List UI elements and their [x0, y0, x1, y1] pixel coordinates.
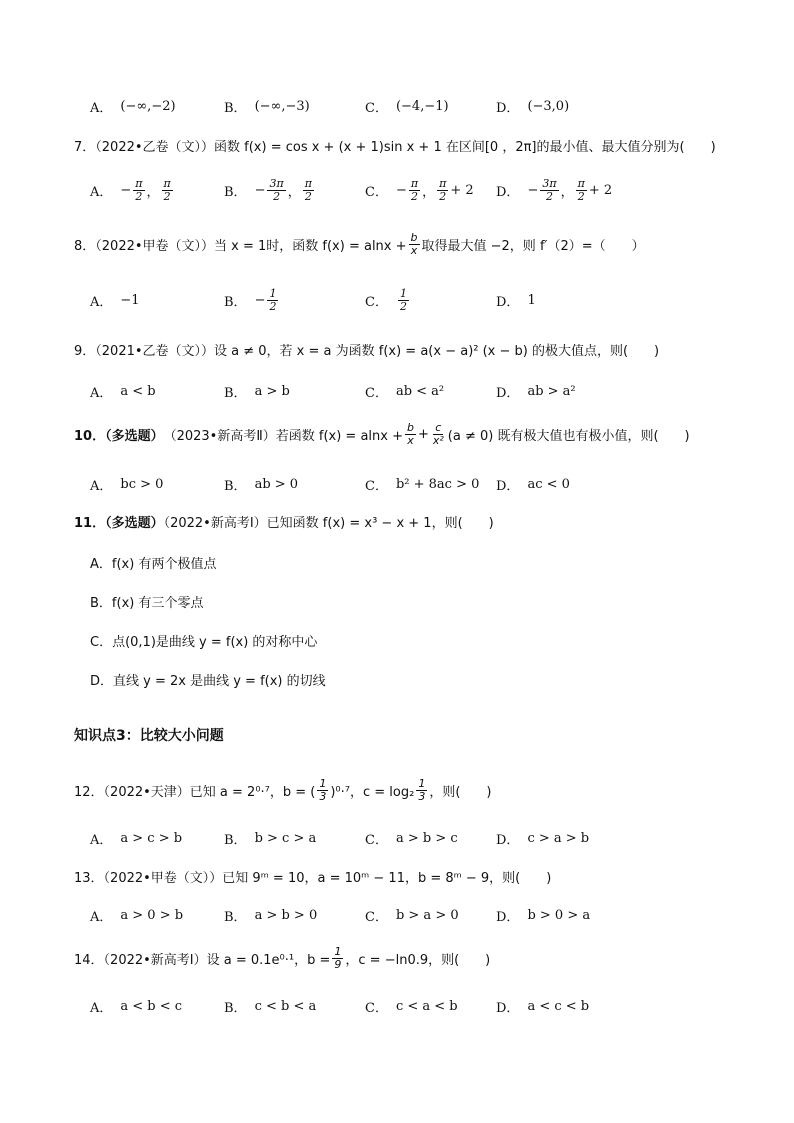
q7-option-c[interactable]: C． − $\frac{\pi}{2}$ ， $\frac{\pi}{2}$ + 2	[365, 176, 474, 203]
q8-stem: 8．（2022•甲卷（文））当 x = 1时，函数 f(x) = alnx + $\frac{b}{x}$ 取得最大值 −2，则 f′（2）=（ ）	[74, 231, 645, 257]
q11-stem: 11．（多选题）（2022•新高考Ⅰ）已知函数 f(x) = x³ − x + 1，则( )	[74, 516, 494, 531]
q10-option-c[interactable]: C． b² + 8ac > 0	[365, 476, 480, 494]
q11-option-b[interactable]: B．f(x) 有三个零点	[90, 596, 204, 611]
fraction: $\frac{3\pi}{2}$	[269, 176, 284, 203]
q7-option-b[interactable]: B． − $\frac{3\pi}{2}$ ， $\frac{\pi}{2}$	[224, 176, 312, 203]
fraction: $\frac{1}{2}$	[399, 286, 407, 313]
q10-options	[90, 469, 754, 499]
q13-stem: 13．（2022•甲卷（文））已知 9ᵐ = 10，a = 10ᵐ − 11，b = 8ᵐ − 9，则( )	[74, 871, 552, 886]
fraction: $\frac{\pi}{2}$	[163, 176, 171, 203]
q14-option-d[interactable]: D． a < c < b	[496, 998, 590, 1016]
q6-options	[90, 91, 754, 121]
fraction: $\frac{\pi}{2}$	[135, 176, 143, 203]
q6-option-a[interactable]: A． (−∞,−2)	[90, 98, 176, 116]
fraction: $\frac{1}{9}$	[334, 945, 342, 971]
fraction: $\frac{b}{x}$	[406, 421, 414, 447]
q12-option-c[interactable]: C． a > b > c	[365, 830, 458, 848]
q9-option-a[interactable]: A． a < b	[90, 383, 156, 401]
fraction: $\frac{c}{\text{x²}}$	[432, 421, 444, 447]
q6-option-b[interactable]: B． (−∞,−3)	[224, 98, 310, 116]
q13-options	[90, 900, 754, 930]
q10-option-a[interactable]: A． bc > 0	[90, 476, 164, 494]
q11-option-d[interactable]: D．直线 y = 2x 是曲线 y = f(x) 的切线	[90, 674, 326, 689]
q8-option-d[interactable]: D． 1	[496, 292, 536, 310]
q8-option-b[interactable]: B． − $\frac{1}{2}$	[224, 286, 277, 313]
fraction: $\frac{b}{x}$	[410, 231, 418, 257]
q7-options	[90, 175, 754, 205]
fraction: $\frac{\pi}{2}$	[439, 176, 447, 203]
fraction: $\frac{\pi}{2}$	[577, 176, 585, 203]
q12-stem: 12．（2022•天津）已知 a = 2⁰·⁷，b = ( $\frac{1}{3}$ )⁰·⁷，c = log₂ $\frac{1}{3}$ ，则( )	[74, 777, 492, 803]
q9-stem: 9．（2021•乙卷（文））设 a ≠ 0，若 x = a 为函数 f(x) = a(x − a)² (x − b) 的极大值点，则( )	[74, 344, 660, 359]
fraction: $\frac{1}{3}$	[319, 777, 327, 803]
q6-option-d[interactable]: D． (−3,0)	[496, 98, 570, 116]
q8-option-c[interactable]: C． $\frac{1}{2}$	[365, 286, 407, 313]
q7-option-a[interactable]: A． − $\frac{\pi}{2}$ ， $\frac{\pi}{2}$	[90, 176, 171, 203]
q10-option-b[interactable]: B． ab > 0	[224, 476, 299, 494]
q9-options	[90, 376, 754, 406]
fraction: $\frac{1}{2}$	[269, 286, 277, 313]
section-heading: 知识点3：比较大小问题	[74, 728, 224, 744]
q11-option-c[interactable]: C．点(0,1)是曲线 y = f(x) 的对称中心	[90, 635, 318, 650]
fraction: $\frac{3\pi}{2}$	[542, 176, 557, 203]
q12-option-d[interactable]: D． c > a > b	[496, 830, 590, 848]
q13-option-d[interactable]: D． b > 0 > a	[496, 907, 591, 925]
q8-option-a[interactable]: A． −1	[90, 292, 140, 310]
q13-option-b[interactable]: B． a > b > 0	[224, 907, 318, 925]
fraction: $\frac{\pi}{2}$	[304, 176, 312, 203]
q14-options	[90, 991, 754, 1021]
q11-option-a[interactable]: A．f(x) 有两个极值点	[90, 557, 217, 572]
fraction: $\frac{1}{3}$	[418, 777, 426, 803]
q9-option-b[interactable]: B． a > b	[224, 383, 290, 401]
q9-option-d[interactable]: D． ab > a²	[496, 383, 576, 401]
q8-options	[90, 285, 754, 315]
q10-option-d[interactable]: D． ac < 0	[496, 476, 570, 494]
q10-stem: 10．（多选题） （2023•新高考Ⅱ）若函数 f(x) = alnx + $\frac{b}{x}$ + $\frac{c}{\text{x²}}$ (a ≠ 0) 既有极大值也有极小值，则( )	[74, 421, 690, 447]
q13-option-a[interactable]: A． a > 0 > b	[90, 907, 184, 925]
fraction: $\frac{\pi}{2}$	[410, 176, 419, 203]
q6-option-c[interactable]: C． (−4,−1)	[365, 98, 449, 116]
q7-stem: 7．（2022•乙卷（文））函数 f(x) = cos x + (x + 1)sin x + 1 在区间[0 ，2π]的最小值、最大值分别为( )	[74, 140, 716, 155]
q12-options	[90, 823, 754, 853]
q14-stem: 14．（2022•新高考Ⅰ）设 a = 0.1e⁰·¹，b = $\frac{1}{9}$ ，c = −ln0.9，则( )	[74, 945, 491, 971]
q12-option-a[interactable]: A． a > c > b	[90, 830, 183, 848]
q12-option-b[interactable]: B． b > c > a	[224, 830, 317, 848]
q14-option-c[interactable]: C． c < a < b	[365, 998, 458, 1016]
q14-option-b[interactable]: B． c < b < a	[224, 998, 317, 1016]
q14-option-a[interactable]: A． a < b < c	[90, 998, 183, 1016]
q7-option-d[interactable]: D． − $\frac{3\pi}{2}$ ， $\frac{\pi}{2}$ + 2	[496, 176, 613, 203]
q9-option-c[interactable]: C． ab < a²	[365, 383, 445, 401]
q13-option-c[interactable]: C． b > a > 0	[365, 907, 459, 925]
